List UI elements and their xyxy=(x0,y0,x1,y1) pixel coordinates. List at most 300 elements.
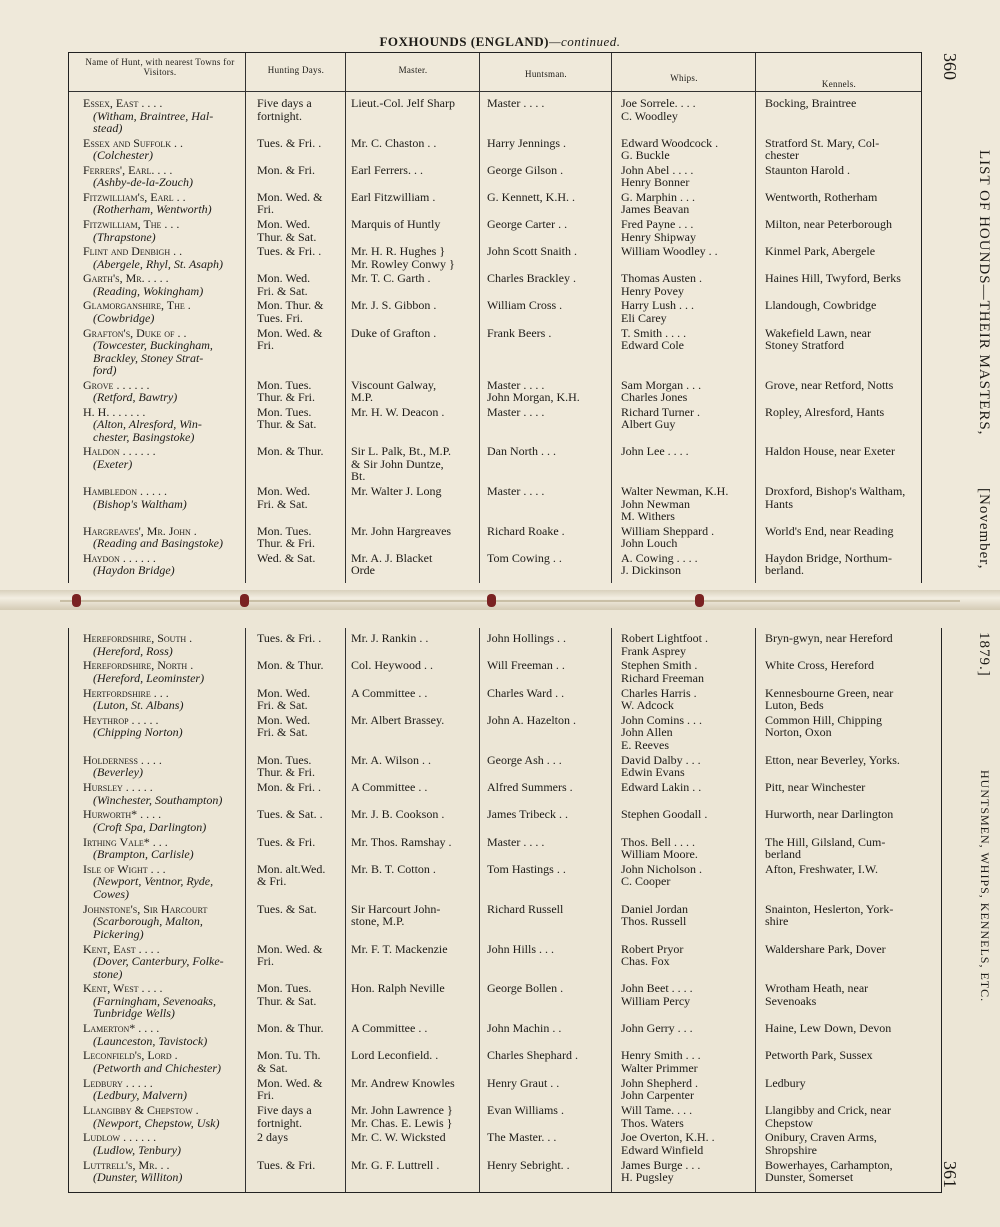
whips-cell-line: William Woodley . . xyxy=(621,244,718,259)
whips-cell xyxy=(621,903,767,928)
master-cell xyxy=(351,552,479,577)
kennels-cell xyxy=(765,1159,933,1184)
huntsman-cell-line: George Gilson . xyxy=(487,162,564,177)
master-cell xyxy=(351,485,479,498)
kennels-cell xyxy=(765,781,933,794)
hunting-days-cell-line: Fri. xyxy=(257,1088,275,1103)
hunt-name: Essex, East . . . . xyxy=(83,96,163,110)
hunting-days-cell xyxy=(257,943,353,968)
master-cell xyxy=(351,903,479,928)
whips-cell-line: John Shepherd . xyxy=(621,1075,698,1090)
hunting-days-cell xyxy=(257,552,353,565)
whips-cell xyxy=(621,714,767,752)
hunt-towns: (Abergele, Rhyl, St. Asaph) xyxy=(93,256,223,271)
whips-cell-line: Charles Harris . xyxy=(621,685,697,700)
hunt-name: Isle of Wight . . . xyxy=(83,861,166,876)
hunt-towns: (Reading, Wokingham) xyxy=(93,283,204,298)
whips-cell-line: John Lee . . . . xyxy=(621,444,689,459)
running-head-sub: —continued. xyxy=(548,34,621,49)
hunt-name-cell xyxy=(83,379,253,404)
hunt-towns: (Beverley) xyxy=(93,765,143,780)
huntsman-cell-line: John Hollings . . xyxy=(487,631,567,645)
huntsman-cell xyxy=(487,552,613,565)
kennels-cell xyxy=(765,552,933,577)
whips-cell xyxy=(621,191,767,216)
whips-cell-line: Chas. Fox xyxy=(621,954,670,969)
whips-cell xyxy=(621,632,767,657)
huntsman-cell-line: Will Freeman . . xyxy=(487,658,565,673)
hunt-towns: (Newport, Chepstow, Usk) xyxy=(93,1115,220,1130)
hunting-days-cell-line: Mon. Tues. xyxy=(257,377,312,392)
huntsman-cell xyxy=(487,406,613,419)
master-cell-line: Earl Fitzwilliam . xyxy=(351,189,436,204)
kennels-cell xyxy=(765,1049,933,1062)
kennels-cell xyxy=(765,327,933,352)
kennels-cell-line: Haldon House, near Exeter xyxy=(765,444,895,459)
kennels-cell-line: chester xyxy=(765,148,799,163)
kennels-cell-line: Haines Hill, Twyford, Berks xyxy=(765,271,901,286)
whips-cell-line: G. Buckle xyxy=(621,148,670,163)
hunting-days-cell-line: Mon. Wed. & xyxy=(257,325,323,340)
hunt-name: Heythrop . . . . . xyxy=(83,712,159,727)
master-cell xyxy=(351,754,479,767)
huntsman-cell-line: Tom Cowing . . xyxy=(487,550,562,565)
whips-cell xyxy=(621,137,767,162)
hunt-name-cell xyxy=(83,272,253,297)
hunt-towns: (Haydon Bridge) xyxy=(93,563,175,578)
hunting-days-cell xyxy=(257,1104,353,1129)
hunt-name-cell xyxy=(83,552,253,577)
huntsman-cell xyxy=(487,327,613,340)
hunting-days-cell-line: Mon. alt.Wed. xyxy=(257,861,326,876)
whips-cell-line: H. Pugsley xyxy=(621,1170,674,1185)
huntsman-cell xyxy=(487,808,613,821)
huntsman-cell-line: Evan Williams . xyxy=(487,1103,564,1118)
hunting-days-cell-line: & Fri. xyxy=(257,874,287,889)
margin-date-part1: [November, xyxy=(976,488,992,570)
hunt-name: H. H. . . . . . . xyxy=(83,404,146,419)
hunting-days-cell-line: Five days a xyxy=(257,1103,312,1118)
binding-thread xyxy=(60,600,960,602)
whips-cell xyxy=(621,379,767,404)
huntsman-cell-line: Master . . . . xyxy=(487,377,545,392)
hunting-days-cell-line: fortnight. xyxy=(257,1115,302,1130)
whips-cell-line: A. Cowing . . . . xyxy=(621,550,698,565)
huntsman-cell xyxy=(487,379,613,404)
hunting-days-cell-line: Mon. & Fri. xyxy=(257,162,316,177)
whips-cell-line: Joe Sorrele. . . . xyxy=(621,96,696,110)
master-cell xyxy=(351,982,479,995)
hunt-towns: (Retford, Bawtry) xyxy=(93,390,178,405)
master-cell xyxy=(351,863,479,876)
huntsman-cell xyxy=(487,218,613,231)
kennels-cell xyxy=(765,485,933,510)
huntsman-cell-line: James Tribeck . . xyxy=(487,807,568,822)
huntsman-cell-line: G. Kennett, K.H. . xyxy=(487,189,575,204)
master-cell-line: Mr. C. Chaston . . xyxy=(351,135,437,150)
huntsman-cell xyxy=(487,754,613,767)
kennels-cell-line: Bocking, Braintree xyxy=(765,96,857,110)
huntsman-cell-line: Richard Roake . xyxy=(487,523,565,538)
huntsman-cell xyxy=(487,687,613,700)
huntsman-cell-line: John A. Hazelton . xyxy=(487,712,576,727)
master-cell xyxy=(351,137,479,150)
hunting-days-cell-line: Thur. & Sat. xyxy=(257,229,317,244)
kennels-cell xyxy=(765,982,933,1007)
whips-cell xyxy=(621,485,767,523)
whips-cell-line: Walter Primmer xyxy=(621,1060,698,1075)
hunting-days-cell-line: Wed. & Sat. xyxy=(257,550,316,565)
hunting-days-cell xyxy=(257,327,353,352)
huntsman-cell-line: Charles Ward . . xyxy=(487,685,565,700)
whips-cell-line: John Nicholson . xyxy=(621,861,702,876)
kennels-cell-line: Grove, near Retford, Notts xyxy=(765,377,894,392)
huntsman-cell-line: Charles Brackley . xyxy=(487,271,576,286)
kennels-cell-line: Wentworth, Rotherham xyxy=(765,189,878,204)
master-cell-line: Mr. T. C. Garth . xyxy=(351,271,431,286)
huntsman-cell xyxy=(487,485,613,498)
hunt-towns: (Hereford, Leominster) xyxy=(93,670,205,685)
hunt-name-cell xyxy=(83,525,253,550)
hunt-name: Herefordshire, North . xyxy=(83,658,194,673)
master-cell xyxy=(351,1104,479,1129)
huntsman-cell xyxy=(487,1049,613,1062)
hunt-name: Fitzwilliam's, Earl . . xyxy=(83,189,186,204)
huntsman-cell-line: John Hills . . . xyxy=(487,941,555,956)
hunting-days-cell-line: Mon. Tues. xyxy=(257,523,312,538)
hunt-name-cell xyxy=(83,97,253,135)
kennels-cell-line: Snainton, Heslerton, York- xyxy=(765,901,894,916)
hunting-days-cell xyxy=(257,1131,353,1144)
hunt-towns: stead) xyxy=(93,121,123,135)
hunt-name: Lamerton* . . . . xyxy=(83,1021,160,1036)
whips-cell-line: W. Adcock xyxy=(621,698,674,713)
whips-cell-line: John Louch xyxy=(621,536,678,551)
hunt-name: Garth's, Mr. . . . . xyxy=(83,271,169,286)
master-cell xyxy=(351,406,479,419)
hunting-days-cell xyxy=(257,659,353,672)
kennels-cell xyxy=(765,1077,933,1090)
huntsman-cell-line: George Bollen . xyxy=(487,981,564,996)
master-cell-line: Lieut.-Col. Jelf Sharp xyxy=(351,96,455,110)
hunting-days-cell xyxy=(257,445,353,458)
master-cell xyxy=(351,327,479,340)
master-cell-line: stone, M.P. xyxy=(351,914,405,929)
whips-cell xyxy=(621,1159,767,1184)
master-cell-line: Col. Heywood . . xyxy=(351,658,433,673)
whips-cell xyxy=(621,687,767,712)
hunt-name: Essex and Suffolk . . xyxy=(83,135,184,150)
hunt-name: Ludlow . . . . . . xyxy=(83,1130,157,1145)
hunt-towns: ford) xyxy=(93,363,117,378)
hunt-name: Ferrers', Earl. . . . xyxy=(83,162,173,177)
master-cell-line: Mr. Thos. Ramshay . xyxy=(351,834,452,849)
huntsman-cell-line: John Machin . . xyxy=(487,1021,562,1036)
hunting-days-cell xyxy=(257,781,353,794)
huntsman-cell xyxy=(487,272,613,285)
hunt-towns: (Bishop's Waltham) xyxy=(93,496,187,511)
margin-title-bottom: HUNTSMEN, WHIPS, KENNELS, ETC. xyxy=(978,770,992,1003)
hunting-days-cell-line: fortnight. xyxy=(257,108,302,123)
whips-cell-line: William Sheppard . xyxy=(621,523,715,538)
master-cell-line: Mr. G. F. Luttrell . xyxy=(351,1157,440,1172)
master-cell-line: A Committee . . xyxy=(351,780,428,795)
column-header-huntsman: Huntsman. xyxy=(525,69,567,79)
hunting-days-cell-line: Fri. & Sat. xyxy=(257,725,308,740)
whips-cell-line: M. Withers xyxy=(621,509,675,524)
whips-cell-line: Sam Morgan . . . xyxy=(621,377,702,392)
kennels-cell-line: Onibury, Craven Arms, xyxy=(765,1130,877,1145)
hunt-name: Hargreaves', Mr. John . xyxy=(83,523,197,538)
kennels-cell xyxy=(765,445,933,458)
huntsman-cell xyxy=(487,191,613,204)
whips-cell-line: Robert Lightfoot . xyxy=(621,631,708,645)
master-cell-line: & Sir John Duntze, xyxy=(351,456,444,471)
hunt-name: Grafton's, Duke of . . xyxy=(83,325,187,340)
master-cell-line: Mr. H. W. Deacon . xyxy=(351,404,445,419)
hunt-name: Ledbury . . . . . xyxy=(83,1075,153,1090)
hunting-days-cell xyxy=(257,863,353,888)
master-cell xyxy=(351,525,479,538)
hunt-towns: (Croft Spa, Darlington) xyxy=(93,819,207,834)
huntsman-cell-line: Harry Jennings . xyxy=(487,135,566,150)
huntsman-cell xyxy=(487,1131,613,1144)
whips-cell-line: Edwin Evans xyxy=(621,765,685,780)
hunt-name: Grove . . . . . . xyxy=(83,377,150,392)
huntsman-cell xyxy=(487,299,613,312)
huntsman-cell-line: George Ash . . . xyxy=(487,752,562,767)
hunt-name-cell xyxy=(83,1022,253,1047)
whips-cell-line: Charles Jones xyxy=(621,390,688,405)
master-cell-line: Mr. J. Rankin . . xyxy=(351,631,429,645)
hunt-towns: (Colchester) xyxy=(93,148,153,163)
kennels-cell-line: White Cross, Hereford xyxy=(765,658,874,673)
hunting-days-cell xyxy=(257,1022,353,1035)
huntsman-cell-line: Master . . . . xyxy=(487,834,545,849)
huntsman-cell xyxy=(487,445,613,458)
hunting-days-cell-line: Mon. Tues. xyxy=(257,752,312,767)
hunting-days-cell xyxy=(257,191,353,216)
kennels-cell xyxy=(765,836,933,861)
hunt-name-cell xyxy=(83,1131,253,1156)
master-cell xyxy=(351,379,479,404)
master-cell-line: Mr. A. Wilson . . xyxy=(351,752,431,767)
header-rule xyxy=(69,91,921,92)
kennels-cell-line: Staunton Harold . xyxy=(765,162,850,177)
master-cell xyxy=(351,1131,479,1144)
whips-cell xyxy=(621,218,767,243)
kennels-cell xyxy=(765,687,933,712)
hunt-towns: Brackley, Stoney Strat- xyxy=(93,350,204,365)
huntsman-cell-line: Master . . . . xyxy=(487,484,545,499)
kennels-cell xyxy=(765,525,933,538)
master-cell-line: Hon. Ralph Neville xyxy=(351,981,445,996)
hunting-days-cell-line: Mon. & Thur. xyxy=(257,658,324,673)
hunting-days-cell-line: Thur. & Sat. xyxy=(257,417,317,432)
hunting-days-cell-line: Thur. & Sat. xyxy=(257,993,317,1008)
whips-cell-line: Fred Payne . . . xyxy=(621,217,694,232)
hunting-days-cell-line: Thur. & Fri. xyxy=(257,390,316,405)
hunting-days-cell xyxy=(257,754,353,779)
master-cell-line: A Committee . . xyxy=(351,1021,428,1036)
kennels-cell-line: Hants xyxy=(765,496,793,511)
page-number-bottom: 361 xyxy=(940,1161,960,1188)
whips-cell xyxy=(621,1049,767,1074)
hunt-name-cell xyxy=(83,164,253,189)
whips-cell-line: John Allen xyxy=(621,725,673,740)
column-header-kennels: Kennels. xyxy=(821,79,857,89)
hunting-days-cell-line: Mon. Tues. xyxy=(257,404,312,419)
master-cell-line: Mr. Albert Brassey. xyxy=(351,712,445,727)
master-cell-line: Mr. Walter J. Long xyxy=(351,484,442,499)
master-cell-line: Earl Ferrers. . . xyxy=(351,162,423,177)
whips-cell-line: Stephen Smith . xyxy=(621,658,698,673)
whips-cell-line: Albert Guy xyxy=(621,417,676,432)
kennels-cell xyxy=(765,218,933,231)
huntsman-cell-line: George Carter . . xyxy=(487,217,568,232)
hunt-towns: (Alton, Alresford, Win- xyxy=(93,417,202,432)
master-cell xyxy=(351,1022,479,1035)
hunt-name-cell xyxy=(83,245,253,270)
master-cell xyxy=(351,1049,479,1062)
kennels-cell-line: Stratford St. Mary, Col- xyxy=(765,135,880,150)
kennels-cell xyxy=(765,245,933,258)
whips-cell xyxy=(621,97,767,122)
hunting-days-cell xyxy=(257,137,353,150)
hunt-name-cell xyxy=(83,445,253,470)
whips-cell-line: James Burge . . . xyxy=(621,1157,701,1172)
hunt-towns: (Newport, Ventnor, Ryde, xyxy=(93,874,214,889)
kennels-cell-line: Sevenoaks xyxy=(765,993,817,1008)
kennels-cell-line: Pitt, near Winchester xyxy=(765,780,866,795)
hunt-towns: (Dover, Canterbury, Folke- xyxy=(93,954,224,969)
kennels-cell xyxy=(765,943,933,956)
master-cell-line: Mr. J. B. Cookson . xyxy=(351,807,445,822)
whips-cell xyxy=(621,1022,767,1035)
kennels-cell-line: Stoney Stratford xyxy=(765,338,844,353)
whips-cell-line: Stephen Goodall . xyxy=(621,807,708,822)
master-cell-line: Sir L. Palk, Bt., M.P. xyxy=(351,444,452,459)
master-cell xyxy=(351,836,479,849)
whips-cell xyxy=(621,982,767,1007)
hunting-days-cell-line: Mon. Wed. & xyxy=(257,941,323,956)
hunt-name-cell xyxy=(83,1049,253,1074)
whips-cell-line: Will Tame. . . . xyxy=(621,1103,693,1118)
hunting-days-cell-line: Mon. Thur. & xyxy=(257,298,324,313)
hunt-towns: stone) xyxy=(93,966,123,981)
master-cell xyxy=(351,659,479,672)
kennels-cell-line: Llandough, Cowbridge xyxy=(765,298,877,313)
whips-cell-line: Robert Pryor xyxy=(621,941,684,956)
hunt-name: Johnstone's, Sir Harcourt xyxy=(83,901,208,916)
kennels-cell xyxy=(765,191,933,204)
hunt-name-cell xyxy=(83,485,253,510)
kennels-cell-line: Common Hill, Chipping xyxy=(765,712,883,727)
master-cell-line: Mr. Rowley Conwy } xyxy=(351,256,455,271)
hunt-name-cell xyxy=(83,218,253,243)
kennels-cell-line: Etton, near Beverley, Yorks. xyxy=(765,752,900,767)
hunt-name: Hursley . . . . . xyxy=(83,780,153,795)
hunting-days-cell-line: Mon. & Thur. xyxy=(257,1021,324,1036)
hunt-name-cell xyxy=(83,687,253,712)
master-cell-line: Mr. John Hargreaves xyxy=(351,523,452,538)
whips-cell-line: Thomas Austen . xyxy=(621,271,702,286)
hunt-towns: (Scarborough, Malton, xyxy=(93,914,203,929)
hunt-towns: (Dunster, Williton) xyxy=(93,1170,183,1185)
huntsman-cell xyxy=(487,525,613,538)
hunting-days-cell xyxy=(257,903,353,916)
kennels-cell xyxy=(765,714,933,739)
hunting-days-cell xyxy=(257,245,353,258)
huntsman-cell-line: Dan North . . . xyxy=(487,444,556,459)
margin-date-part2: 1879.] xyxy=(976,632,992,677)
hunting-days-cell xyxy=(257,164,353,177)
hunt-towns: (Chipping Norton) xyxy=(93,725,183,740)
huntsman-cell-line: Master . . . . xyxy=(487,404,545,419)
hunting-days-cell xyxy=(257,299,353,324)
hunt-name-cell xyxy=(83,137,253,162)
huntsman-cell xyxy=(487,632,613,645)
huntsman-cell-line: Tom Hastings . . xyxy=(487,861,566,876)
whips-cell-line: Richard Freeman xyxy=(621,670,704,685)
hunt-towns: (Petworth and Chichester) xyxy=(93,1060,221,1075)
huntsman-cell xyxy=(487,943,613,956)
kennels-cell xyxy=(765,808,933,821)
master-cell xyxy=(351,632,479,645)
hunting-days-cell-line: Tues. & Fri. xyxy=(257,1157,316,1172)
hunt-name-cell xyxy=(83,299,253,324)
column-header-whips: Whips. xyxy=(670,73,698,83)
huntsman-cell xyxy=(487,836,613,849)
hunt-name: Holderness . . . . xyxy=(83,752,162,767)
whips-cell-line: Henry Bonner xyxy=(621,175,690,190)
whips-cell-line: T. Smith . . . . xyxy=(621,325,687,340)
kennels-cell-line: Chepstow xyxy=(765,1115,813,1130)
hunt-name: Irthing Vale* . . . xyxy=(83,834,168,849)
kennels-cell xyxy=(765,1022,933,1035)
huntsman-cell-line: Master . . . . xyxy=(487,96,545,110)
whips-cell-line: John Beet . . . . xyxy=(621,981,693,996)
master-cell xyxy=(351,299,479,312)
kennels-cell-line: Haine, Lew Down, Devon xyxy=(765,1021,892,1036)
kennels-cell xyxy=(765,659,933,672)
hunting-days-cell xyxy=(257,1049,353,1074)
whips-cell xyxy=(621,781,767,794)
whips-cell-line: John Gerry . . . xyxy=(621,1021,693,1036)
huntsman-cell-line: Frank Beers . xyxy=(487,325,552,340)
whips-cell-line: Edward Cole xyxy=(621,338,684,353)
whips-cell xyxy=(621,1104,767,1129)
hunting-days-cell-line: Fri. xyxy=(257,954,275,969)
hunting-days-cell-line: Tues. Fri. xyxy=(257,310,303,325)
hunting-days-cell-line: Mon. Wed. xyxy=(257,712,311,727)
huntsman-cell xyxy=(487,714,613,727)
kennels-cell-line: Petworth Park, Sussex xyxy=(765,1048,873,1063)
kennels-cell-line: Ledbury xyxy=(765,1075,806,1090)
binding-stitch xyxy=(240,594,249,607)
huntsman-cell xyxy=(487,863,613,876)
hunt-towns: (Winchester, Southampton) xyxy=(93,792,223,807)
hunting-days-cell-line: Mon. Wed. xyxy=(257,271,311,286)
hunt-name: Haldon . . . . . . xyxy=(83,444,156,459)
hunt-towns: (Farningham, Sevenoaks, xyxy=(93,993,216,1008)
hunting-days-cell-line: Tues. & Fri. . xyxy=(257,135,322,150)
hunting-days-cell-line: Mon. Wed. & xyxy=(257,1075,323,1090)
whips-cell xyxy=(621,525,767,550)
whips-cell xyxy=(621,943,767,968)
margin-title-top: LIST OF HOUNDS—THEIR MASTERS, xyxy=(976,150,992,436)
page-number-top: 360 xyxy=(940,53,960,80)
